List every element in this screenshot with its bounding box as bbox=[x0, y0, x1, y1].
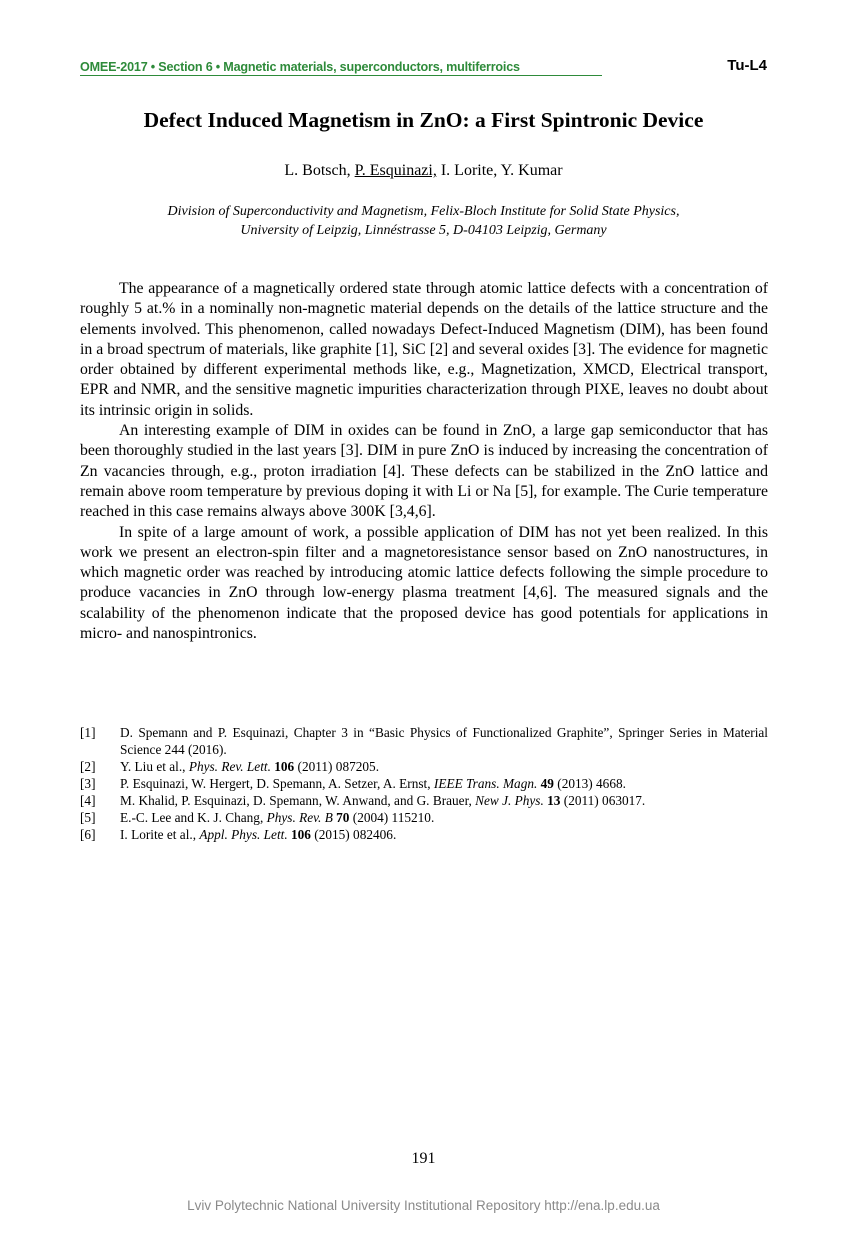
author-list bbox=[0, 161, 847, 181]
reference-item bbox=[80, 792, 768, 809]
reference-authors: P. Esquinazi, W. Hergert, D. Spemann, A. Setzer, A. Ernst, bbox=[120, 776, 434, 791]
reference-item bbox=[80, 775, 768, 792]
reference-volume: 49 bbox=[540, 776, 554, 791]
author: I. Lorite, Y. Kumar bbox=[440, 162, 563, 179]
reference-volume: 106 bbox=[274, 759, 295, 774]
reference-number: [3] bbox=[80, 776, 96, 791]
paragraph: An interesting example of DIM in oxides can be found in ZnO, a large gap semiconductor that has been thoroughly studied in the last years [3]. DIM in pure ZnO is induced by increasing the concentration of Zn vacancies through, e.g., proton irradiation [4]. These defects can be stabilized in the ZnO lattice and remain above room temperature by previous doping it with Li or Na [5], for example. The Curie temperature reached in this case remains always above 300K [3,4,6]. bbox=[80, 422, 768, 521]
paper-title: Defect Induced Magnetism in ZnO: a First Spintronic Device bbox=[143, 108, 704, 132]
paragraph: The appearance of a magnetically ordered state through atomic lattice defects with a concentration of roughly 5 at.% in a nominally non-magnetic material depends on the details of the lattice structure and the elements involved. This phenomenon, called nowadays Defect-Induced Magnetism (DIM), has been found in a broad spectrum of materials, like graphite [1], SiC [2] and several oxides [3]. The evidence for magnetic order obtained by different experimental methods like, e.g., Magnetization, XMCD, Electrical transport, EPR and NMR, and the sensitive magnetic impurities characterization through PIXE, leaves no doubt about its intrinsic origin in solids. bbox=[80, 280, 768, 419]
reference-text: D. Spemann and P. Esquinazi, Chapter 3 in “Basic Physics of Functionalized Graphite”, Springer Series in Material Science 244 (2016). bbox=[120, 725, 768, 757]
reference-number: [6] bbox=[80, 827, 96, 842]
affiliation-line: University of Leipzig, Linnéstrasse 5, D-04103 Leipzig, Germany bbox=[240, 222, 607, 238]
reference-item bbox=[80, 724, 768, 758]
page-number: 191 bbox=[411, 1150, 436, 1167]
reference-details: (2013) 4668. bbox=[553, 776, 626, 791]
reference-number: [5] bbox=[80, 810, 96, 825]
reference-journal: Phys. Rev. B bbox=[266, 810, 333, 825]
reference-authors: I. Lorite et al., bbox=[120, 827, 200, 842]
repository-footer: Lviv Polytechnic National University Institutional Repository http://ena.lp.edu.ua bbox=[187, 1198, 660, 1213]
reference-authors: E.-C. Lee and K. J. Chang, bbox=[120, 810, 267, 825]
reference-number: [2] bbox=[80, 759, 96, 774]
author: L. Botsch, bbox=[284, 162, 351, 179]
reference-journal: Appl. Phys. Lett. bbox=[199, 827, 288, 842]
session-code: Tu-L4 bbox=[727, 57, 767, 74]
reference-list bbox=[80, 724, 768, 843]
reference-number: [4] bbox=[80, 793, 96, 808]
presenting-author: P. Esquinazi, bbox=[354, 162, 437, 179]
reference-details: (2011) 087205. bbox=[294, 759, 380, 774]
reference-item bbox=[80, 826, 768, 843]
reference-journal: Phys. Rev. Lett. bbox=[188, 759, 271, 774]
reference-item bbox=[80, 758, 768, 775]
reference-details: (2015) 082406. bbox=[310, 827, 397, 842]
reference-details: (2004) 115210. bbox=[349, 810, 435, 825]
conference-header: OMEE-2017 • Section 6 • Magnetic materials, superconductors, multiferroics bbox=[80, 59, 602, 76]
reference-number: [1] bbox=[80, 725, 96, 740]
affiliation-line: Division of Superconductivity and Magnetism, Felix-Bloch Institute for Solid State Physics, bbox=[167, 204, 680, 219]
reference-volume: 70 bbox=[336, 810, 350, 825]
reference-journal: IEEE Trans. Magn. bbox=[433, 776, 538, 791]
reference-volume: 13 bbox=[547, 793, 561, 808]
reference-journal: New J. Phys. bbox=[475, 793, 544, 808]
abstract-body bbox=[80, 279, 768, 644]
paragraph: In spite of a large amount of work, a possible application of DIM has not yet been realized. In this work we present an electron-spin filter and a magnetoresistance sensor based on ZnO nanostructures, in which magnetic order was reached by introducing atomic lattice defects following the simple procedure to produce vacancies in ZnO through low-energy plasma treatment [4,6]. The measured signals and the scalability of the phenomenon indicate that the proposed device has good potentials for applications in micro- and nanospintronics. bbox=[80, 523, 768, 643]
reference-details: (2011) 063017. bbox=[560, 793, 646, 808]
affiliation bbox=[0, 203, 847, 240]
reference-authors: M. Khalid, P. Esquinazi, D. Spemann, W. Anwand, and G. Brauer, bbox=[120, 793, 476, 808]
reference-item bbox=[80, 809, 768, 826]
reference-volume: 106 bbox=[291, 827, 311, 842]
reference-authors: Y. Liu et al., bbox=[120, 759, 189, 774]
